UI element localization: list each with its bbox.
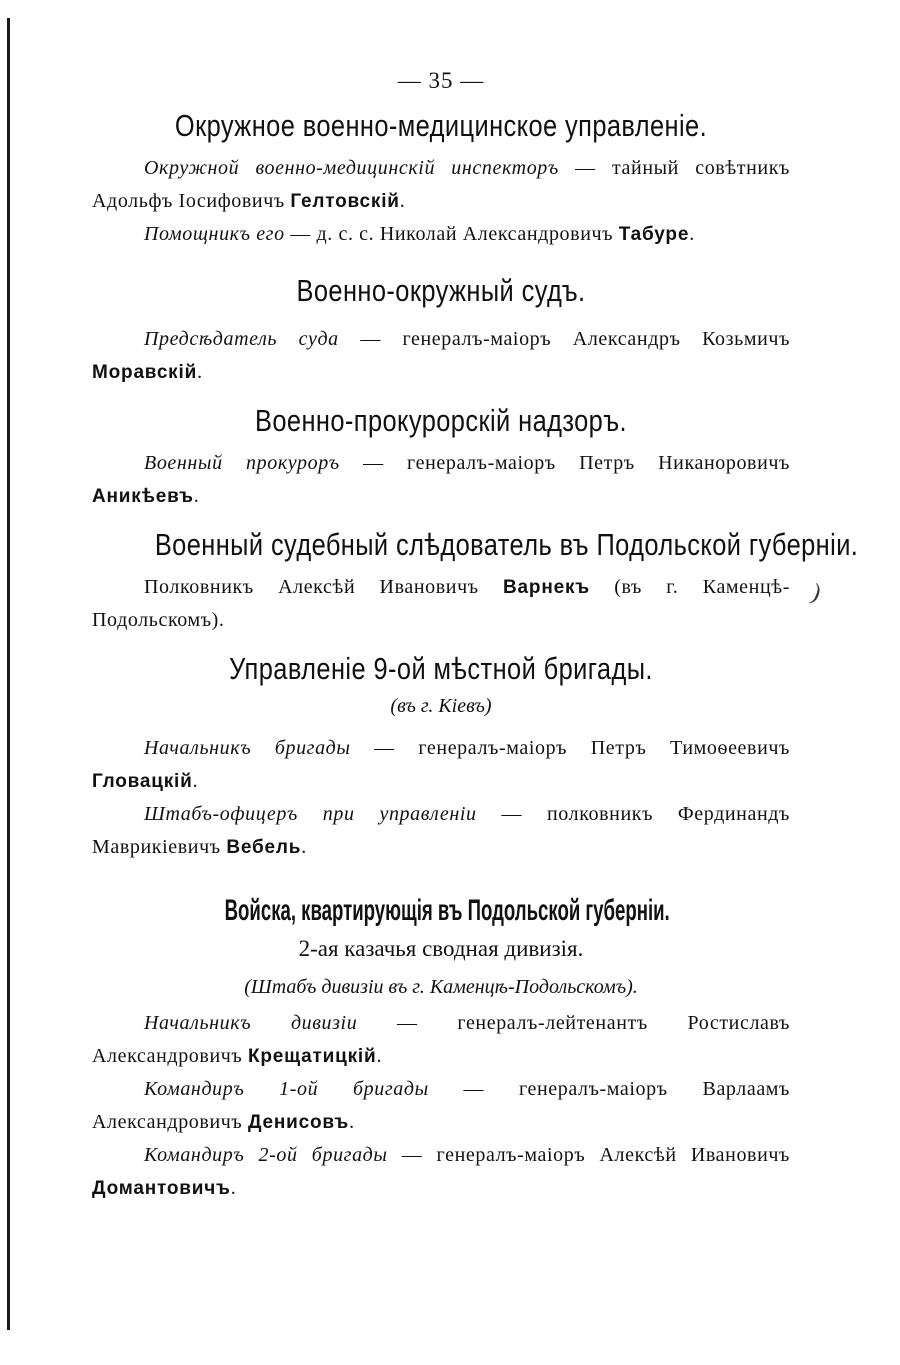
section-heading: Военно-окружный судъ. — [296, 273, 586, 308]
entry-text: — генералъ-лейтенантъ Ростиславъ Александровичъ — [92, 1012, 790, 1067]
entry-role: Помощникъ его — [144, 223, 285, 245]
entry-end: . — [399, 190, 406, 212]
entry-end: . — [193, 485, 200, 507]
entry-role: Окружной военно-медицинскій инспекторъ — [144, 157, 559, 179]
entry-name: Варнекъ — [503, 577, 590, 598]
entry-text: — полковникъ Фердинандъ Маврикіевичъ — [92, 803, 790, 858]
entry-name: Вебель — [226, 837, 302, 858]
entry-end: . — [197, 361, 203, 383]
page-edge-line — [7, 18, 10, 1330]
entry-name: Гловацкій — [92, 771, 193, 792]
entry-role: Командиръ 1-ой бригады — [144, 1078, 429, 1100]
entry-end: . — [192, 770, 199, 792]
section-heading: Окружное военно-медицинское управленіе. — [174, 108, 708, 143]
entry-paragraph — [92, 732, 790, 798]
section-note: (Штабъ дивизіи въ г. Каменцѣ-Подольскомъ). — [244, 976, 638, 998]
entry-paragraph — [92, 798, 790, 864]
section-heading: Военный судебный слѣдователь въ Подольской губерніи. — [154, 527, 859, 562]
entry-text: Полковникъ Алексѣй Ивановичъ — [144, 576, 504, 598]
entry-text: — генералъ-маіоръ Алексѣй Ивановичъ — [387, 1144, 790, 1166]
entry-name: Крещатицкій — [247, 1046, 377, 1067]
section-heading: Управленіе 9-ой мѣстной бригады. — [229, 651, 653, 686]
entry-paragraph — [92, 571, 790, 637]
entry-paragraph — [92, 1139, 790, 1205]
entry-text: — генералъ-маіоръ Александръ Козьмичъ — [338, 328, 791, 350]
entry-paragraph — [92, 447, 790, 513]
entry-name: Моравскій — [92, 362, 198, 383]
entry-end: . — [349, 1111, 355, 1133]
entry-name: Гелтовскій — [290, 191, 400, 212]
entry-text: — тайный совѣтникъ Адольфъ Іосифовичъ — [92, 157, 790, 212]
section-heading: Военно-прокурорскій надзоръ. — [254, 403, 628, 438]
entry-name: Домантовичъ — [92, 1178, 231, 1199]
entry-text: — генералъ-маіоръ Петръ Тимоѳеевичъ — [350, 737, 790, 759]
margin-pencil-mark: ) — [807, 579, 825, 607]
section-subheading: 2-ая казачья сводная дивизія. — [298, 936, 584, 961]
entry-name: Аникѣевъ — [92, 486, 194, 507]
entry-paragraph — [92, 218, 790, 251]
entry-end: . — [689, 223, 695, 245]
entry-role: Начальникъ дивизіи — [144, 1012, 358, 1034]
entry-paragraph — [92, 1073, 790, 1139]
section-subheading: (въ г. Кіевъ) — [390, 695, 492, 717]
entry-role: Командиръ 2-ой бригады — [144, 1144, 388, 1166]
entry-paragraph — [92, 323, 790, 389]
entry-end: . — [376, 1045, 383, 1067]
section-prosecutor-supervision — [92, 403, 790, 513]
entry-role: Военный прокуроръ — [144, 452, 340, 474]
entry-paragraph — [92, 152, 790, 218]
section-medical-administration — [92, 108, 790, 251]
section-troops-podolsk — [92, 894, 790, 1205]
section-heading: Войска, квартирующія въ Подольской губерніи. — [224, 894, 670, 927]
entry-text: — д. с. с. Николай Александровичъ — [284, 223, 619, 245]
document-page — [92, 62, 859, 1205]
section-military-court — [92, 273, 790, 389]
entry-end: . — [301, 836, 307, 858]
entry-paragraph — [92, 1007, 790, 1073]
entry-role: Штабъ-офицеръ при управленіи — [144, 803, 477, 825]
entry-text: — генералъ-маіоръ Петръ Никаноровичъ — [339, 452, 790, 474]
entry-end: . — [230, 1177, 237, 1199]
entry-role: Начальникъ бригады — [144, 737, 351, 759]
entry-name: Денисовъ — [247, 1112, 350, 1133]
entry-end: (въ г. Каменцѣ-Подольскомъ). — [92, 576, 790, 631]
section-brigade-administration — [92, 651, 790, 864]
page-number: — 35 — — [397, 68, 485, 93]
section-military-investigator — [92, 527, 859, 637]
entry-role: Предсѣдатель суда — [144, 328, 339, 350]
entry-text: — генералъ-маіоръ Варлаамъ Александровичъ — [92, 1078, 790, 1133]
entry-name: Табуре — [618, 224, 690, 245]
